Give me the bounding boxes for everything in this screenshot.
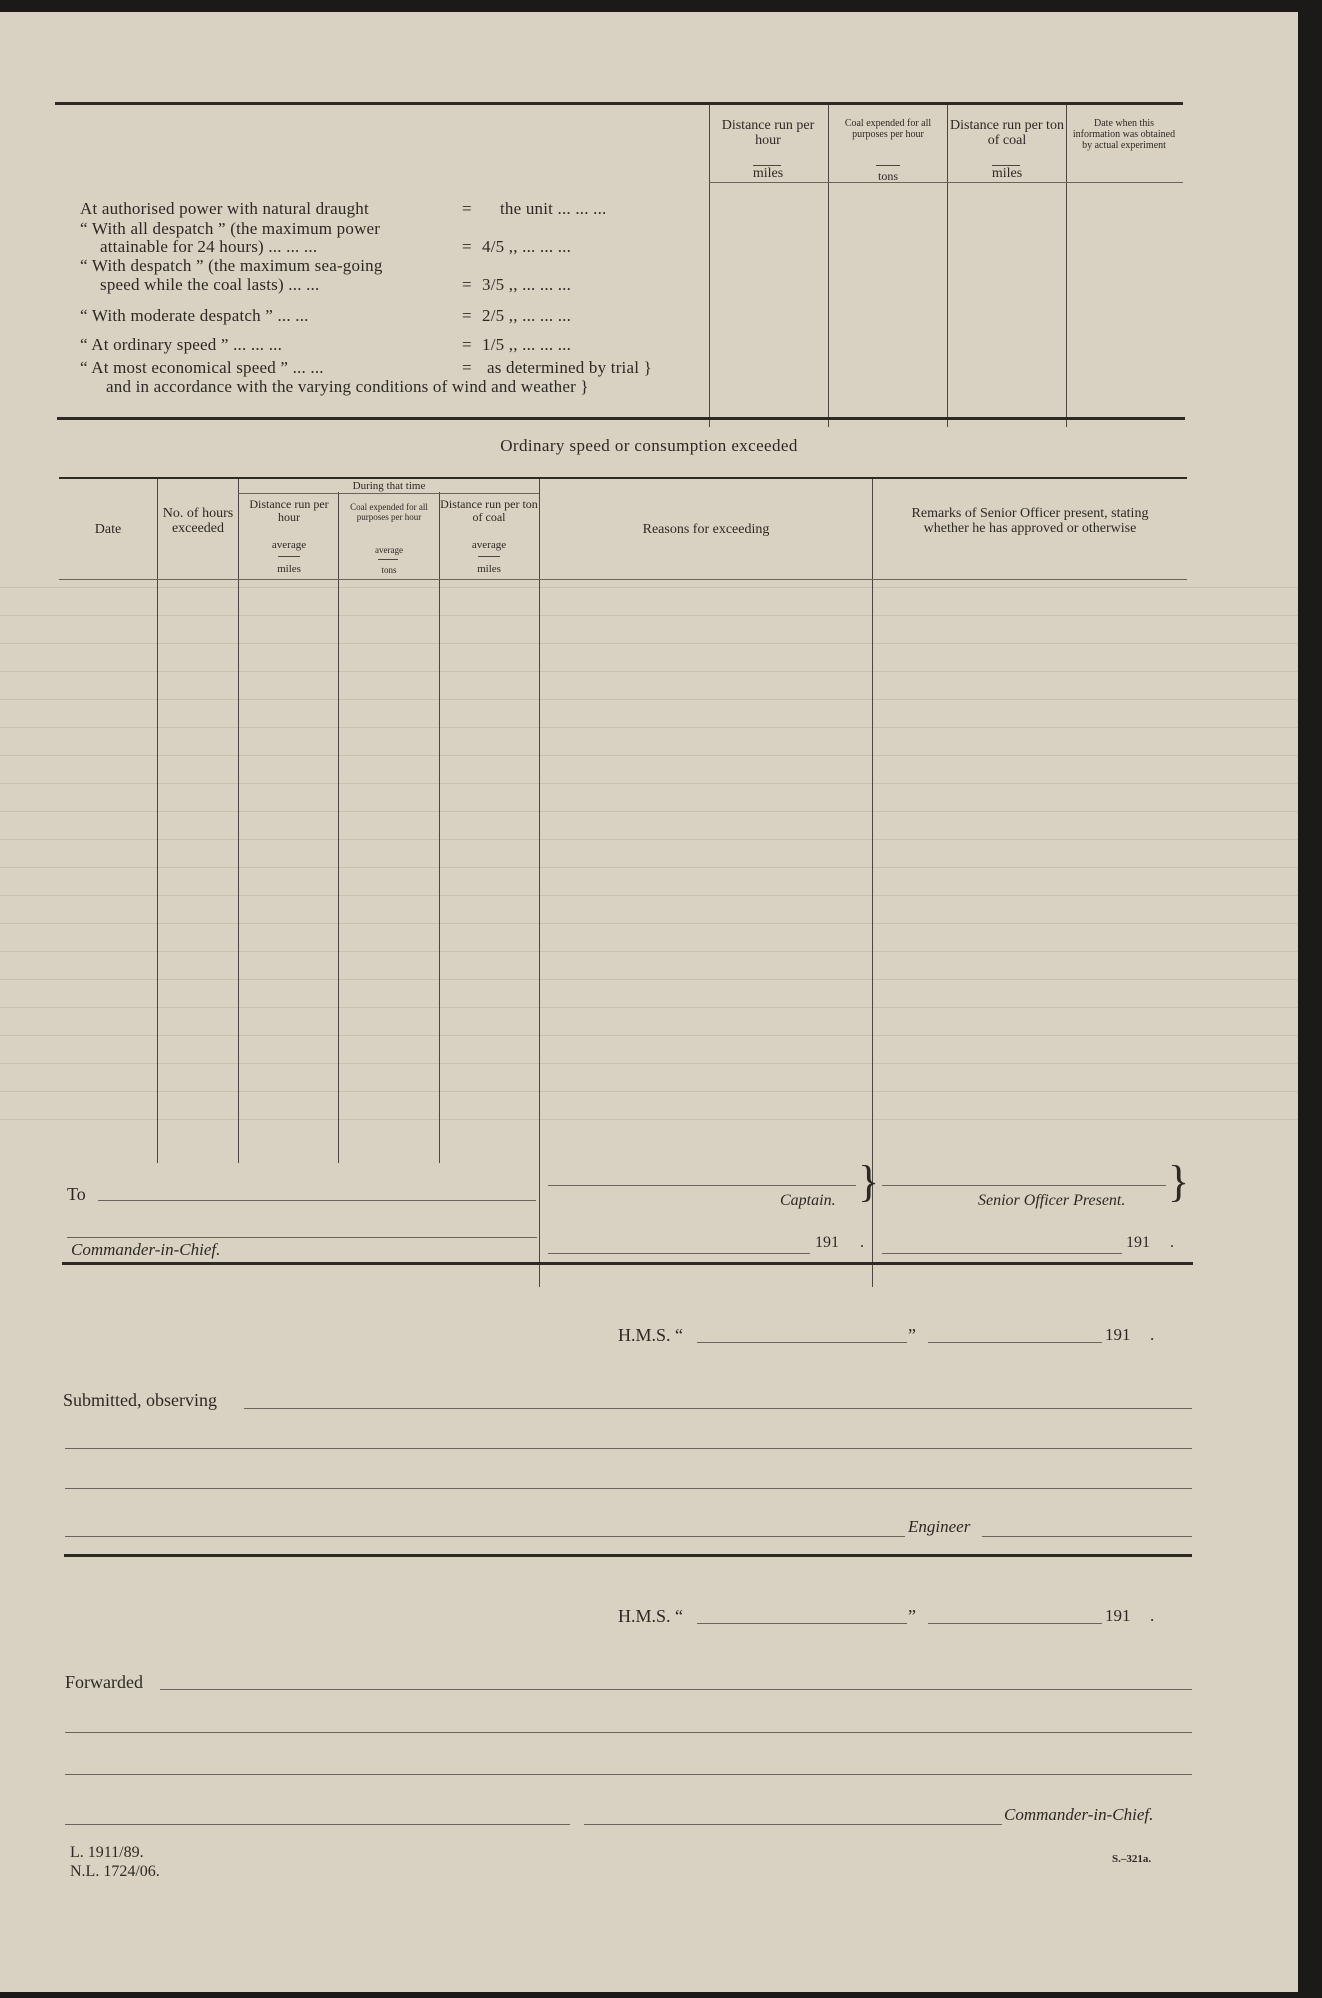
submitted-line[interactable] <box>65 1448 1192 1449</box>
speed-row-label: “ With moderate despatch ” ... ... <box>80 306 309 325</box>
to-label: To <box>67 1184 86 1204</box>
reference-number: L. 1911/89. <box>70 1844 144 1861</box>
col-coal-hour-header: Coal expended for all purposes per hour <box>350 502 428 522</box>
speed-row-label: “ With despatch ” (the maximum sea-going <box>80 256 383 275</box>
captain-signature-line[interactable] <box>548 1185 856 1186</box>
engineer-label: Engineer <box>908 1517 971 1536</box>
speed-row-eq: = <box>462 306 472 325</box>
reference-number: N.L. 1724/06. <box>70 1863 160 1880</box>
senior-officer-year: 191 <box>1126 1234 1150 1251</box>
commander-in-chief-label: Commander-in-Chief. <box>71 1240 221 1259</box>
speed-row-value: 3/5 ,, ... ... ... <box>482 275 572 294</box>
ship-name-line[interactable] <box>697 1623 907 1624</box>
ship-name-line[interactable] <box>697 1342 907 1343</box>
hms-label: H.M.S. “ <box>618 1325 684 1345</box>
header-coal-per-hour: Coal expended for all purposes per hour <box>844 118 932 140</box>
engineer-signature-line[interactable] <box>65 1536 905 1537</box>
speed-row-eq: = <box>462 275 472 294</box>
header-distance-per-ton: Distance run per ton of coal <box>950 118 1064 148</box>
header-distance-per-hour: Distance run per hour <box>721 118 815 148</box>
speed-row-label: At authorised power with natural draught <box>80 199 369 218</box>
submitted-line[interactable] <box>65 1488 1192 1489</box>
speed-row-label: “ At ordinary speed ” ... ... ... <box>80 335 283 354</box>
date-line[interactable] <box>928 1623 1102 1624</box>
to-line[interactable] <box>98 1200 536 1201</box>
speed-row-label: “ With all despatch ” (the maximum power <box>80 219 381 238</box>
unit-tons: tons <box>877 169 898 183</box>
exceeded-top-rule <box>59 477 1187 479</box>
sub-tons: tons <box>381 565 397 575</box>
speed-row-label: attainable for 24 hours) ... ... ... <box>100 237 318 256</box>
top-rule <box>55 102 1183 105</box>
sub-miles: miles <box>277 563 301 575</box>
col-distance-hour-header: Distance run per hour <box>249 497 329 524</box>
speed-table-bottom-rule <box>57 417 1185 420</box>
hms-label: H.M.S. “ <box>618 1606 684 1626</box>
sub-average: average <box>271 539 307 551</box>
senior-officer-signature-line[interactable] <box>882 1185 1166 1186</box>
commander-signature-line[interactable] <box>584 1824 1002 1825</box>
unit-miles: miles <box>991 166 1023 181</box>
hms-close-quote: ” <box>908 1606 916 1626</box>
col-hours-header: No. of hours exceeded <box>162 506 234 536</box>
exceeded-title: Ordinary speed or consumption exceeded <box>500 436 798 455</box>
submitted-line[interactable] <box>244 1408 1192 1409</box>
forwarded-label: Forwarded <box>65 1672 143 1692</box>
forwarded-line[interactable] <box>65 1774 1192 1775</box>
captain-year: 191 <box>815 1234 839 1251</box>
unit-miles: miles <box>752 166 784 181</box>
speed-row-label: and in accordance with the varying conditions of wind and weather } <box>106 377 589 396</box>
speed-row-eq: = <box>462 358 472 377</box>
col-during-header: During that time <box>352 480 426 492</box>
speed-row-label: speed while the coal lasts) ... ... <box>100 275 320 294</box>
col-remarks-header: Remarks of Senior Officer present, stating whether he has approved or otherwise <box>911 506 1149 536</box>
sub-miles: miles <box>477 563 501 575</box>
hms-year: 191 <box>1105 1325 1131 1344</box>
hms-close-quote: ” <box>908 1325 916 1345</box>
sub-average: average <box>375 545 403 555</box>
speed-row-value: the unit ... ... ... <box>500 199 607 218</box>
commander-in-chief-label: Commander-in-Chief. <box>1004 1805 1154 1824</box>
forwarded-line[interactable] <box>160 1689 1192 1690</box>
sub-average: average <box>471 539 507 551</box>
speed-row-label: “ At most economical speed ” ... ... <box>80 358 324 377</box>
captain-label: Captain. <box>780 1192 836 1209</box>
signature-bottom-rule <box>62 1262 1193 1265</box>
forwarded-line[interactable] <box>65 1732 1192 1733</box>
col-date-header: Date <box>94 522 122 537</box>
engineer-bottom-rule <box>64 1554 1192 1557</box>
header-date-obtained: Date when this information was obtained by actual experiment <box>1072 118 1176 151</box>
speed-row-value: as determined by trial } <box>487 358 652 377</box>
senior-officer-label: Senior Officer Present. <box>978 1192 1126 1209</box>
submitted-label: Submitted, observing <box>63 1390 217 1410</box>
speed-row-value: 1/5 ,, ... ... ... <box>482 335 572 354</box>
form-number: S.–321a. <box>1112 1853 1152 1865</box>
hms-year: 191 <box>1105 1606 1131 1625</box>
col-reasons-header: Reasons for exceeding <box>642 522 770 537</box>
col-distance-ton-header: Distance run per ton of coal <box>440 497 538 524</box>
speed-row-eq: = <box>462 199 472 218</box>
form-page: Distance run per hour Coal expended for all purposes per hour Distance run per ton of coal Date when this information was obtained by actual experiment miles tons miles At authorised power with natural draught = the unit ... ... ... “ With all despatch ” (the maximum power attainable for 24 hours) ... ... ... = 4/5 ,, ... ... ... “ With despatch ” (the maximum sea-going speed while the coal lasts) ... ... = 3/5 ,, ... ... ... “ With moderate despatch ” ... ... = 2/5 ,, ... ... ... “ At ordinary speed ” ... ... ... = 1/5 ,, ... ... ... “ At most economical speed ” ... ... = as determined by trial } and in accordance with the varying conditions of wind and weather } Ordinary speed or consumption exceeded Date No. of hours exceeded During that time Distance run per hour Coal expended for all purposes per hour Distance run per ton of coal Reasons for exceeding Remarks of Senior Officer present, stating whether he has approved or otherwise average average average miles tons miles To Commander-in-Chief. Captain. } 191 . Senior Officer Present. } 191 . H.M.S. “ ” 191 . Submitted, observing Engineer H.M.S. “ ” 191 . Forwarded Commander-in-Chief. L. 1911/89. N.L. 1724/06. S.–321a. <box>0 12 1298 1992</box>
speed-row-value: 2/5 ,, ... ... ... <box>482 306 572 325</box>
speed-row-eq: = <box>462 335 472 354</box>
date-line[interactable] <box>928 1342 1102 1343</box>
speed-row-value: 4/5 ,, ... ... ... <box>482 237 572 256</box>
speed-row-eq: = <box>462 237 472 256</box>
